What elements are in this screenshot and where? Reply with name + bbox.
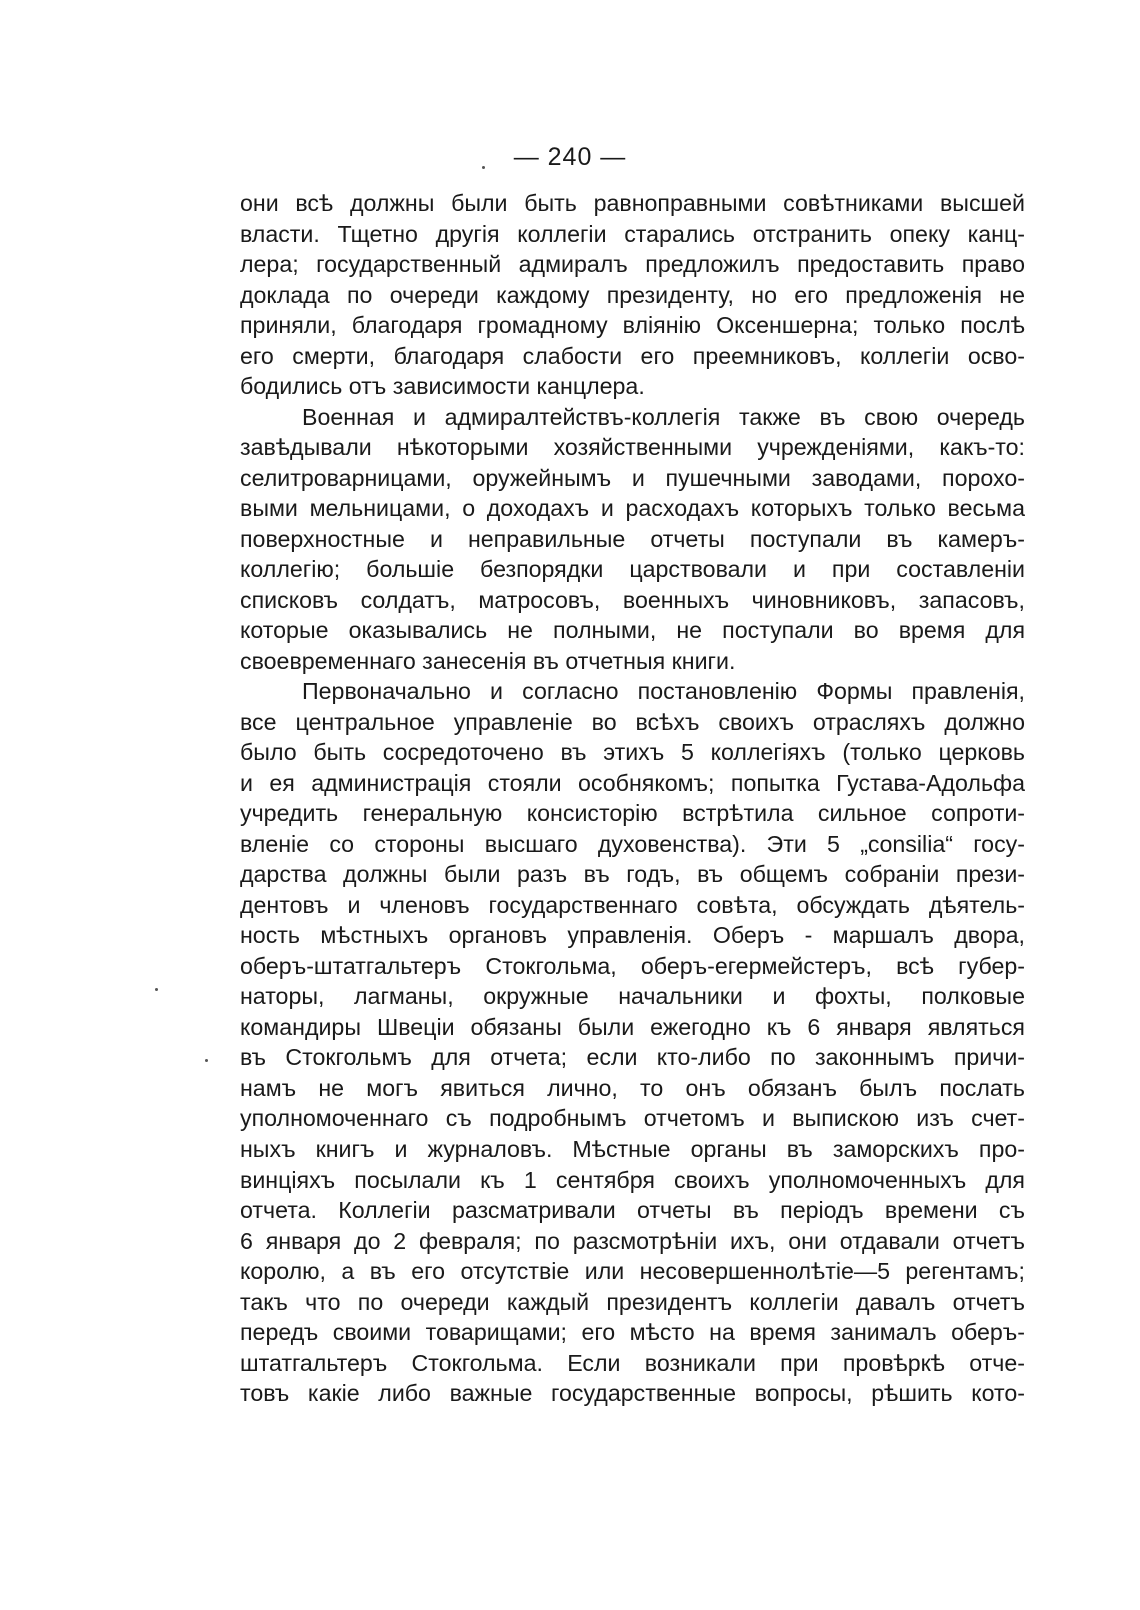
text-line: они всѣ должны были быть равноправными совѣтниками высшей [240, 190, 1025, 216]
text-line: ныхъ книгъ и журналовъ. Мѣстные органы въ заморскихъ про- [240, 1135, 1025, 1162]
scan-speck [205, 1059, 208, 1062]
text-line: доклада по очереди каждому президенту, но его предложенія не [240, 281, 1025, 308]
text-line: поверхностные и неправильные отчеты поступали въ камеръ- [240, 525, 1025, 552]
text-line: уполномоченнаго съ подробнымъ отчетомъ и выпискою изъ счет- [240, 1105, 1025, 1132]
text-line: штатгальтеръ Стокгольма. Если возникали при провѣркѣ отче- [240, 1349, 1025, 1376]
text-line: оберъ-штатгальтеръ Стокгольма, оберъ-егермейстеръ, всѣ губер- [240, 952, 1025, 979]
text-line: было быть сосредоточено въ этихъ 5 коллегіяхъ (только церковь [240, 739, 1025, 766]
text-line: наторы, лагманы, окружные начальники и фохты, полковые [240, 983, 1025, 1010]
text-line: командиры Швеціи обязаны были ежегодно къ 6 января являться [240, 1013, 1025, 1040]
text-line: лера; государственный адмиралъ предложилъ предоставить право [240, 251, 1025, 278]
text-line: своевременнаго занесенія въ отчетныя книги. [240, 647, 736, 674]
paragraph-start-line: Первоначально и согласно постановленію Формы правленія, [302, 678, 1025, 705]
scan-speck [155, 988, 158, 991]
text-line: ность мѣстныхъ органовъ управленія. Оберъ - маршалъ двора, [240, 922, 1025, 949]
text-line: бодились отъ зависимости канцлера. [240, 373, 645, 400]
text-line: отчета. Коллегіи разсматривали отчеты въ періодъ времени съ [240, 1197, 1025, 1224]
text-line: дентовъ и членовъ государственнаго совѣта, обсуждать дѣятель- [240, 891, 1025, 918]
text-line: приняли, благодаря громадному вліянію Оксеншерна; только послѣ [240, 312, 1025, 339]
text-line: списковъ солдатъ, матросовъ, военныхъ чиновниковъ, запасовъ, [240, 586, 1025, 613]
page-number-text: — 240 — [513, 143, 627, 171]
text-line: учредить генеральную консисторію встрѣтила сильное сопроти- [240, 800, 1025, 827]
text-line: передъ своими товарищами; его мѣсто на время занималъ оберъ- [240, 1319, 1025, 1346]
text-line: намъ не могъ явиться лично, то онъ обязанъ былъ послать [240, 1074, 1025, 1101]
text-line: все центральное управленіе во всѣхъ своихъ отрасляхъ должно [240, 708, 1025, 735]
text-line: винціяхъ посылали къ 1 сентября своихъ уполномоченныхъ для [240, 1166, 1025, 1193]
text-line: въ Стокгольмъ для отчета; если кто-либо по законнымъ причи- [240, 1044, 1025, 1071]
paragraph-start-line: Военная и адмиралтействъ-коллегія также въ свою очередь [302, 403, 1025, 430]
text-line: 6 января до 2 февраля; по разсмотрѣніи ихъ, они отдавали отчетъ [240, 1227, 1025, 1254]
text-line: вленіе со стороны высшаго духовенства). Эти 5 „consilia“ госу- [240, 830, 1025, 857]
text-line: такъ что по очереди каждый президентъ коллегіи давалъ отчетъ [240, 1288, 1025, 1315]
text-line: селитроварницами, оружейнымъ и пушечными заводами, порохо- [240, 464, 1025, 491]
text-line: власти. Тщетно другія коллегіи старались отстранить опеку канц- [240, 220, 1025, 247]
scan-speck [482, 166, 485, 169]
body-text [240, 188, 1025, 1409]
text-line: коллегію; большіе безпорядки царствовали и при составленіи [240, 556, 1025, 583]
text-line: дарства должны были разъ въ годъ, въ общемъ собраніи прези- [240, 861, 1025, 888]
page-number [0, 143, 1140, 172]
text-line: выми мельницами, о доходахъ и расходахъ которыхъ только весьма [240, 495, 1025, 522]
text-line: которые оказывались не полными, не поступали во время для [240, 617, 1025, 644]
text-line: завѣдывали нѣкоторыми хозяйственными учрежденіями, какъ-то: [240, 434, 1025, 461]
text-line: королю, а въ его отсутствіе или несовершеннолѣтіе—5 регентамъ; [240, 1258, 1025, 1285]
text-line: и ея администрація стояли особнякомъ; попытка Густава-Адольфа [240, 769, 1025, 796]
text-line: его смерти, благодаря слабости его преемниковъ, коллегіи осво- [240, 342, 1025, 369]
text-line: товъ какіе либо важные государственные вопросы, рѣшить кото- [240, 1380, 1025, 1407]
